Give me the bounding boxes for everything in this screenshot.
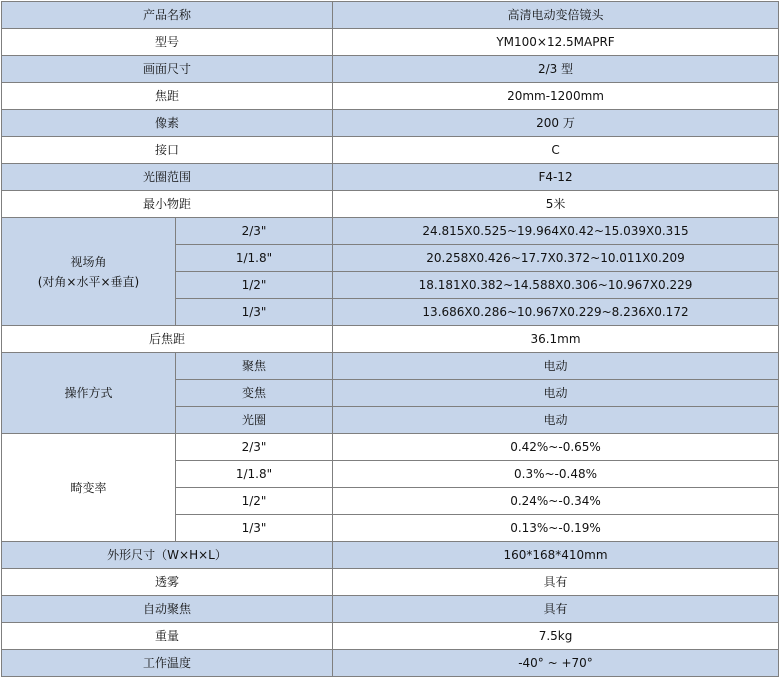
value-product-name: 高清电动变倍镜头 [333, 2, 779, 29]
value-focal-length: 20mm-1200mm [333, 83, 779, 110]
fov-label-line2: (对角×水平×垂直) [37, 274, 140, 289]
distortion-size: 1/1.8" [176, 461, 333, 488]
table-row [2, 650, 779, 677]
table-row [2, 56, 779, 83]
value-defog: 具有 [333, 569, 779, 596]
operation-name: 聚焦 [176, 353, 333, 380]
distortion-value: 0.13%~-0.19% [333, 515, 779, 542]
fov-value: 18.181X0.382~14.588X0.306~10.967X0.229 [333, 272, 779, 299]
distortion-size: 1/3" [176, 515, 333, 542]
operation-name: 光圈 [176, 407, 333, 434]
table-row [2, 164, 779, 191]
operation-value: 电动 [333, 380, 779, 407]
label-field-of-view [2, 218, 176, 326]
spec-table [1, 1, 779, 677]
fov-value: 13.686X0.286~10.967X0.229~8.236X0.172 [333, 299, 779, 326]
distortion-size: 1/2" [176, 488, 333, 515]
table-row [2, 191, 779, 218]
fov-label-line1: 视场角 [70, 254, 107, 269]
label-pixels: 像素 [2, 110, 333, 137]
table-row [2, 542, 779, 569]
value-back-focus: 36.1mm [333, 326, 779, 353]
value-image-size: 2/3 型 [333, 56, 779, 83]
label-image-size: 画面尺寸 [2, 56, 333, 83]
value-dimensions: 160*168*410mm [333, 542, 779, 569]
label-aperture-range: 光圈范围 [2, 164, 333, 191]
table-row [2, 2, 779, 29]
table-row [2, 326, 779, 353]
fov-size: 1/2" [176, 272, 333, 299]
value-pixels: 200 万 [333, 110, 779, 137]
table-row [2, 596, 779, 623]
label-autofocus: 自动聚焦 [2, 596, 333, 623]
label-mount: 接口 [2, 137, 333, 164]
table-row [2, 353, 779, 380]
table-row [2, 623, 779, 650]
table-row [2, 29, 779, 56]
fov-value: 24.815X0.525~19.964X0.42~15.039X0.315 [333, 218, 779, 245]
fov-size: 1/3" [176, 299, 333, 326]
distortion-value: 0.42%~-0.65% [333, 434, 779, 461]
distortion-value: 0.3%~-0.48% [333, 461, 779, 488]
value-model: YM100×12.5MAPRF [333, 29, 779, 56]
operation-name: 变焦 [176, 380, 333, 407]
label-product-name: 产品名称 [2, 2, 333, 29]
value-operating-temperature: -40° ~ +70° [333, 650, 779, 677]
value-min-object-distance: 5米 [333, 191, 779, 218]
label-min-object-distance: 最小物距 [2, 191, 333, 218]
table-row [2, 218, 779, 245]
label-weight: 重量 [2, 623, 333, 650]
table-row [2, 83, 779, 110]
value-weight: 7.5kg [333, 623, 779, 650]
fov-size: 2/3" [176, 218, 333, 245]
value-aperture-range: F4-12 [333, 164, 779, 191]
label-defog: 透雾 [2, 569, 333, 596]
table-row [2, 110, 779, 137]
label-back-focus: 后焦距 [2, 326, 333, 353]
table-row [2, 569, 779, 596]
label-operation-mode: 操作方式 [2, 353, 176, 434]
distortion-size: 2/3" [176, 434, 333, 461]
table-row [2, 434, 779, 461]
label-dimensions: 外形尺寸（W×H×L） [2, 542, 333, 569]
distortion-value: 0.24%~-0.34% [333, 488, 779, 515]
label-focal-length: 焦距 [2, 83, 333, 110]
label-distortion: 畸变率 [2, 434, 176, 542]
value-autofocus: 具有 [333, 596, 779, 623]
label-model: 型号 [2, 29, 333, 56]
fov-size: 1/1.8" [176, 245, 333, 272]
fov-value: 20.258X0.426~17.7X0.372~10.011X0.209 [333, 245, 779, 272]
table-row [2, 137, 779, 164]
operation-value: 电动 [333, 407, 779, 434]
value-mount: C [333, 137, 779, 164]
label-operating-temperature: 工作温度 [2, 650, 333, 677]
operation-value: 电动 [333, 353, 779, 380]
